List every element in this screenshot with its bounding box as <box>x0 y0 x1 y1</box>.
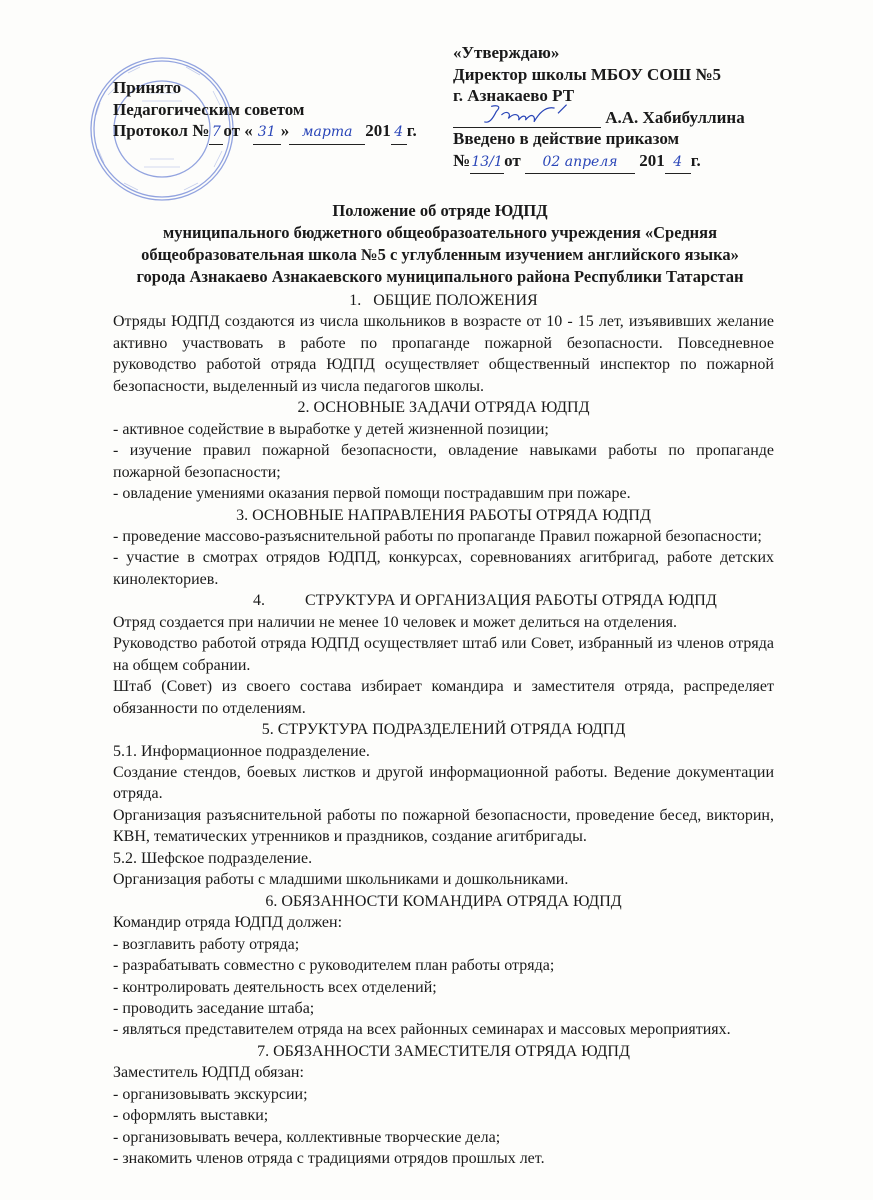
order-date: 02 апреля <box>525 152 635 175</box>
paragraph: Отряды ЮДПД создаются из числа школьников в возрасте от 10 - 15 лет, изъявивших желание активно участвовать в работе по пропаганде пожарной безопасности. Повседневное руководство работой отряда ЮДПД осуществляет общественный инспектор по пожарной безопасности, выделенный из числа педагогов школы. <box>113 313 774 395</box>
title-line: города Азнакаево Азнакаевского муниципального района Республики Татарстан <box>136 267 744 286</box>
section-heading: 5. СТРУКТУРА ПОДРАЗДЕЛЕНИЙ ОТРЯДА ЮДПД <box>261 721 626 739</box>
director-signature-line <box>453 107 745 129</box>
section-heading: 4. СТРУКТУРА И ОРГАНИЗАЦИЯ РАБОТЫ ОТРЯДА ЮДПД <box>253 592 717 610</box>
paragraph: - овладение умениями оказания первой помощи пострадавшим при пожаре. <box>113 485 631 503</box>
section-6 <box>113 891 774 1041</box>
year-suffix: 4 <box>391 122 407 145</box>
paragraph: - знакомить членов отряда с традициями отрядов прошлых лет. <box>113 1150 545 1168</box>
paragraph: Организация работы с младшими школьниками и дошкольниками. <box>113 871 569 889</box>
paragraph: Организация разъяснительной работы по пожарной безопасности, проведение бесед, викторин, КВН, тематических утренников и праздников, создание агитбригады. <box>113 806 774 846</box>
order-year-g: г. <box>690 150 701 170</box>
document-body <box>113 290 774 1170</box>
quote-close: » <box>280 121 290 140</box>
order-prefix: № <box>453 150 471 170</box>
director-title: Директор школы МБОУ СОШ №5 <box>453 64 722 84</box>
section-heading: 7. ОБЯЗАННОСТИ ЗАМЕСТИТЕЛЯ ОТРЯДА ЮДПД <box>257 1042 630 1060</box>
order-year-suffix: 4 <box>665 152 691 175</box>
protocol-line <box>113 120 417 145</box>
paragraph: Штаб (Совет) из своего состава избирает командира и заместителя отряда, распределяет обязанности по отделениям. <box>113 678 774 717</box>
paragraph: - проведение массово-разъяснительной работы по пропаганде Правил пожарной безопасности; <box>113 527 762 545</box>
approve-label: «Утверждаю» <box>453 43 560 62</box>
paragraph: Заместитель ЮДПД обязан: <box>113 1064 304 1082</box>
paragraph: - организовывать вечера, коллективные творческие дела; <box>113 1128 501 1146</box>
paragraph: - оформлять выставки; <box>113 1107 269 1125</box>
paragraph: - проводить заседание штаба; <box>113 999 315 1017</box>
signature-field <box>453 109 601 128</box>
protocol-day: 31 <box>253 122 281 145</box>
title-line: муниципального бюджетного общеобразоательного учреждения «Средняя <box>162 223 718 242</box>
approval-block <box>453 42 745 174</box>
document-title <box>100 200 780 288</box>
order-number: 13/1 <box>470 152 504 175</box>
year-prefix: 201 <box>365 121 391 140</box>
paragraph: - разрабатывать совместно с руководителем план работы отряда; <box>113 957 555 975</box>
paragraph: Руководство работой отряда ЮДПД осуществляет штаб или Совет, избранный из членов отряда на общем собрании. <box>113 635 774 674</box>
year-g: г. <box>406 121 417 140</box>
paragraph: 5.1. Информационное подразделение. <box>113 742 370 760</box>
paragraph: Командир отряда ЮДПД должен: <box>113 914 343 932</box>
section-7 <box>113 1041 774 1170</box>
section-heading: 1. ОБЩИЕ ПОЛОЖЕНИЯ <box>349 292 538 309</box>
protocol-number: 7 <box>209 122 223 145</box>
paragraph: - активное содействие в выработке у детей жизненной позиции; <box>113 420 549 438</box>
from-label: от « <box>223 121 253 140</box>
order-year-prefix: 201 <box>639 150 665 170</box>
paragraph: - являться представителем отряда на всех районных семинарах и массовых мероприятиях. <box>113 1021 731 1039</box>
section-1 <box>113 290 774 397</box>
protocol-month: марта <box>289 122 365 145</box>
adoption-block <box>113 77 417 145</box>
paragraph: 5.2. Шефское подразделение. <box>113 849 313 867</box>
city-label: г. Азнакаево РТ <box>453 86 575 105</box>
paragraph: - организовывать экскурсии; <box>113 1085 308 1103</box>
paragraph: Создание стендов, боевых листков и другой информационной работы. Ведение документации отряда. <box>113 763 774 803</box>
director-signature <box>463 103 593 127</box>
paragraph: - возглавить работу отряда; <box>113 935 300 953</box>
paragraph: - контролировать деятельность всех отделений; <box>113 978 437 996</box>
section-5 <box>113 719 774 891</box>
section-heading: 3. ОСНОВНЫЕ НАПРАВЛЕНИЯ РАБОТЫ ОТРЯДА ЮДПД <box>236 506 651 524</box>
director-name: А.А. Хабибуллина <box>605 107 745 127</box>
pedagogical-council-label: Педагогическим советом <box>113 99 305 119</box>
title-line: общеобразовательная школа №5 с углубленным изучением английского языка» <box>141 245 739 264</box>
section-heading: 2. ОСНОВНЫЕ ЗАДАЧИ ОТРЯДА ЮДПД <box>297 399 590 417</box>
paragraph: - изучение правил пожарной безопасности, овладение навыками работы по пропаганде пожарной безопасности; <box>113 442 774 481</box>
paragraph: Отряд создается при наличии не менее 10 человек и может делиться на отделения. <box>113 613 677 631</box>
section-4 <box>113 590 774 719</box>
section-heading: 6. ОБЯЗАННОСТИ КОМАНДИРА ОТРЯДА ЮДПД <box>265 892 622 910</box>
section-2 <box>113 397 774 504</box>
order-line <box>453 150 745 175</box>
adopted-label: Принято <box>113 78 182 97</box>
section-3 <box>113 505 774 591</box>
title-line: Положение об отряде ЮДПД <box>332 201 548 220</box>
paragraph: - участие в смотрах отрядов ЮДПД, конкурсах, соревнованиях агитбригад, работе детских кинолекториев. <box>113 549 774 588</box>
order-from: от <box>504 150 521 170</box>
enacted-label: Введено в действие приказом <box>453 129 680 148</box>
protocol-prefix: Протокол № <box>113 121 210 140</box>
